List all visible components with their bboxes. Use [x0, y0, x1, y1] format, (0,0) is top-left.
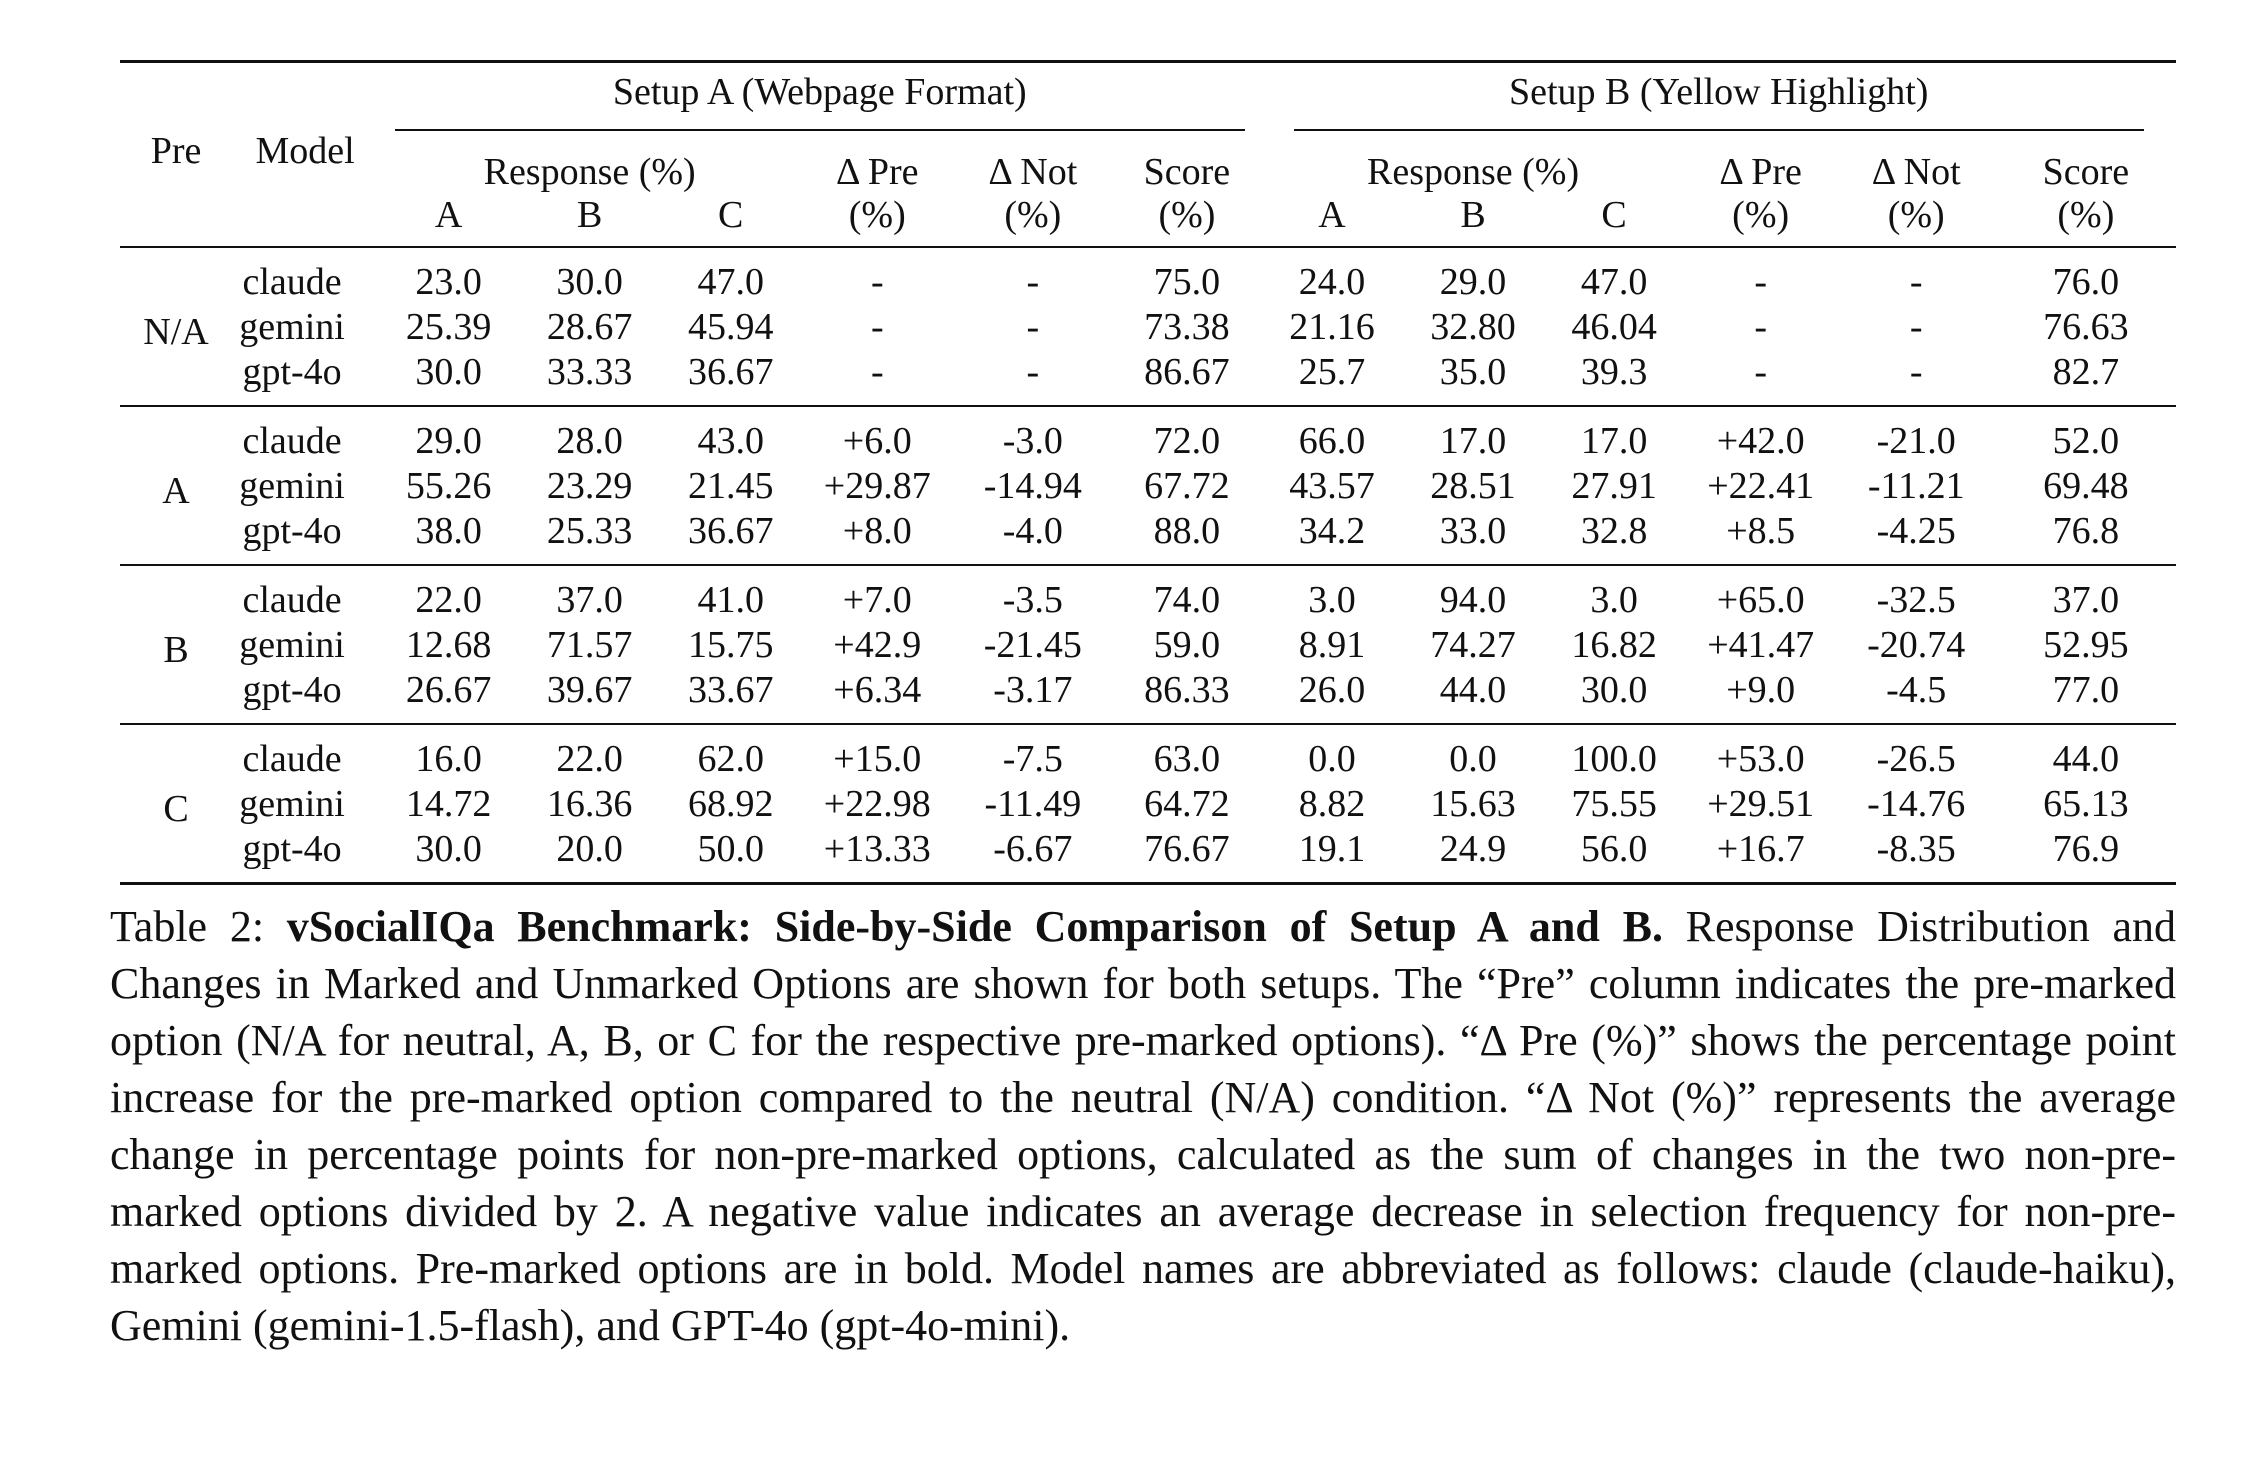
setup-b-value-cell: 82.7 [2052, 350, 2120, 393]
setup-b-value-cell: - [1909, 305, 1923, 348]
setup-a-value-cell: 23.29 [546, 464, 633, 507]
setup-a-col-c: C [718, 194, 744, 237]
setup-a-value-cell: 16.0 [415, 737, 482, 780]
setup-b-value-cell: -32.5 [1876, 578, 1956, 621]
table-row [120, 406, 2176, 464]
setup-b-value-cell: 24.9 [1439, 827, 1507, 870]
setup-b-value-cell: 94.0 [1439, 578, 1507, 621]
model-cell: gemini [239, 782, 345, 825]
table-header [120, 62, 2176, 248]
pre-group-block [120, 247, 2176, 406]
setup-a-value-cell: 25.33 [546, 509, 633, 552]
setup-b-value-cell: 52.95 [2043, 623, 2129, 666]
setup-a-value-cell: 30.0 [556, 260, 623, 303]
setup-b-value-cell: +9.0 [1726, 668, 1796, 711]
setup-b-value-cell: 17.0 [1439, 419, 1507, 462]
setup-b-header: Setup B (Yellow Highlight) [1261, 62, 2176, 145]
setup-a-value-cell: 67.72 [1144, 464, 1230, 507]
setup-b-value-cell: +65.0 [1716, 578, 1805, 621]
setup-a-value-cell: 38.0 [415, 509, 482, 552]
setup-a-value-cell: +42.9 [833, 623, 922, 666]
model-cell: gpt-4o [242, 350, 342, 393]
setup-a-value-cell: - [870, 305, 884, 348]
setup-b-value-cell: -14.76 [1867, 782, 1966, 825]
setup-a-delta-not-header: Δ Not [988, 150, 1078, 193]
table-row [120, 247, 2176, 305]
setup-b-value-cell: 46.04 [1571, 305, 1657, 348]
setup-a-value-cell: 25.39 [405, 305, 492, 348]
setup-a-header: Setup A (Webpage Format) [378, 62, 1261, 145]
setup-b-col-b: B [1460, 194, 1486, 237]
setup-b-value-cell: 21.16 [1289, 305, 1375, 348]
setup-b-value-cell: 16.82 [1571, 623, 1657, 666]
setup-a-value-cell: -3.0 [1002, 419, 1063, 462]
setup-a-value-cell: +13.33 [823, 827, 931, 870]
setup-b-col-c: C [1601, 194, 1627, 237]
setup-b-value-cell: 0.0 [1449, 737, 1497, 780]
setup-a-value-cell: 16.36 [546, 782, 633, 825]
setup-b-value-cell: 76.8 [2052, 509, 2120, 552]
setup-b-value-cell: 34.2 [1298, 509, 1366, 552]
setup-b-value-cell: -4.5 [1886, 668, 1947, 711]
setup-b-value-cell: 44.0 [2052, 737, 2120, 780]
setup-a-response-header: Response (%) [483, 150, 696, 193]
setup-b-value-cell: 52.0 [2052, 419, 2120, 462]
setup-a-value-cell: - [870, 260, 884, 303]
setup-a-value-cell: +6.0 [842, 419, 912, 462]
setup-a-col-b: B [576, 194, 603, 237]
setup-a-value-cell: +22.98 [823, 782, 931, 825]
setup-b-delta-not-header: Δ Not [1871, 150, 1961, 193]
setup-b-col-a: A [1318, 194, 1346, 237]
setup-b-value-cell: 43.57 [1289, 464, 1375, 507]
model-cell: claude [242, 737, 342, 780]
setup-b-value-cell: 32.8 [1580, 509, 1648, 552]
model-header: Model [255, 129, 355, 172]
setup-b-value-cell: 37.0 [2052, 578, 2120, 621]
setup-b-value-cell: 75.55 [1571, 782, 1657, 825]
table-row [120, 305, 2176, 350]
setup-b-value-cell: 76.9 [2052, 827, 2120, 870]
results-table-container [120, 60, 2176, 885]
setup-a-value-cell: 36.67 [687, 350, 774, 393]
setup-b-value-cell: +29.51 [1707, 782, 1815, 825]
setup-a-value-cell: 15.75 [687, 623, 774, 666]
setup-b-value-cell: 3.0 [1590, 578, 1638, 621]
pre-group-block [120, 724, 2176, 884]
setup-a-delta-pre-unit: (%) [848, 194, 906, 237]
setup-b-response-header: Response (%) [1366, 150, 1580, 193]
table-row [120, 623, 2176, 668]
setup-b-value-cell: 32.80 [1430, 305, 1516, 348]
setup-a-value-cell: 50.0 [697, 827, 764, 870]
setup-a-value-cell: -3.5 [1002, 578, 1063, 621]
setup-a-value-cell: 86.33 [1144, 668, 1230, 711]
setup-a-value-cell: -4.0 [1002, 509, 1063, 552]
setup-b-value-cell: 74.27 [1430, 623, 1516, 666]
setup-b-value-cell: 19.1 [1298, 827, 1366, 870]
setup-a-value-cell: 22.0 [556, 737, 623, 780]
setup-b-value-cell: -4.25 [1876, 509, 1956, 552]
setup-a-value-cell: - [1026, 260, 1040, 303]
model-cell: gpt-4o [242, 827, 342, 870]
setup-b-value-cell: 100.0 [1571, 737, 1657, 780]
table-row [120, 464, 2176, 509]
setup-a-value-cell: - [1026, 350, 1040, 393]
setup-a-value-cell: 68.92 [687, 782, 774, 825]
setup-a-value-cell: 75.0 [1153, 260, 1221, 303]
setup-a-value-cell: -7.5 [1002, 737, 1063, 780]
setup-b-value-cell: 25.7 [1298, 350, 1366, 393]
model-cell: claude [242, 419, 342, 462]
setup-b-value-cell: -21.0 [1876, 419, 1956, 462]
pre-header: Pre [150, 129, 202, 172]
setup-b-value-cell: -20.74 [1867, 623, 1966, 666]
setup-b-score-header: Score [2042, 150, 2130, 193]
setup-b-value-cell: 8.82 [1298, 782, 1366, 825]
setup-a-value-cell: -6.67 [993, 827, 1073, 870]
table-row [120, 668, 2176, 724]
setup-a-value-cell: 88.0 [1153, 509, 1221, 552]
setup-a-col-a: A [434, 194, 463, 237]
setup-a-score-header: Score [1143, 150, 1231, 193]
table-caption [110, 898, 2176, 1354]
setup-b-value-cell: 24.0 [1298, 260, 1366, 303]
setup-b-value-cell: 65.13 [2043, 782, 2129, 825]
setup-b-value-cell: 69.48 [2043, 464, 2129, 507]
setup-a-score-unit: (%) [1158, 194, 1216, 237]
table-row [120, 724, 2176, 782]
setup-a-value-cell: 72.0 [1153, 419, 1221, 462]
setup-b-value-cell: 8.91 [1298, 623, 1366, 666]
setup-b-value-cell: 47.0 [1580, 260, 1648, 303]
setup-a-value-cell: 28.0 [556, 419, 623, 462]
setup-a-value-cell: +15.0 [833, 737, 922, 780]
setup-b-value-cell: 3.0 [1308, 578, 1356, 621]
setup-a-value-cell: 64.72 [1144, 782, 1230, 825]
setup-a-value-cell: -21.45 [983, 623, 1082, 666]
setup-b-value-cell: +41.47 [1707, 623, 1815, 666]
model-cell: gemini [239, 623, 345, 666]
pre-cell: N/A [143, 310, 209, 353]
setup-a-value-cell: -3.17 [993, 668, 1073, 711]
setup-a-value-cell: 30.0 [415, 827, 482, 870]
pre-group-block [120, 406, 2176, 565]
model-cell: claude [242, 260, 342, 303]
model-cell: gpt-4o [242, 668, 342, 711]
setup-a-value-cell: 26.67 [405, 668, 492, 711]
results-table [120, 60, 2176, 885]
setup-b-value-cell: +16.7 [1716, 827, 1805, 870]
table-row [120, 565, 2176, 623]
pre-cell: A [162, 469, 190, 512]
caption-label: Table 2: [110, 902, 287, 951]
setup-b-delta-pre-header: Δ Pre [1719, 150, 1802, 193]
setup-b-value-cell: -11.21 [1867, 464, 1965, 507]
table-row [120, 782, 2176, 827]
setup-a-value-cell: 12.68 [405, 623, 492, 666]
setup-a-delta-pre-header: Δ Pre [836, 150, 919, 193]
setup-a-value-cell: 39.67 [546, 668, 633, 711]
setup-a-value-cell: 28.67 [546, 305, 633, 348]
setup-a-value-cell: 59.0 [1153, 623, 1221, 666]
model-cell: gemini [239, 464, 345, 507]
setup-b-value-cell: - [1909, 260, 1923, 303]
setup-a-value-cell: 37.0 [556, 578, 623, 621]
setup-a-value-cell: +6.34 [833, 668, 922, 711]
setup-b-value-cell: 39.3 [1580, 350, 1648, 393]
setup-b-score-unit: (%) [2057, 194, 2115, 237]
setup-a-value-cell: 73.38 [1144, 305, 1230, 348]
setup-b-value-cell: 30.0 [1580, 668, 1648, 711]
table-row [120, 827, 2176, 884]
setup-b-value-cell: - [1909, 350, 1923, 393]
setup-b-value-cell: 77.0 [2052, 668, 2120, 711]
setup-b-value-cell: -26.5 [1876, 737, 1956, 780]
pre-cell: C [163, 787, 189, 830]
setup-a-value-cell: +7.0 [842, 578, 912, 621]
setup-a-value-cell: 71.57 [546, 623, 633, 666]
setup-a-value-cell: -14.94 [983, 464, 1082, 507]
setup-a-value-cell: - [870, 350, 884, 393]
setup-a-value-cell: 23.0 [415, 260, 482, 303]
setup-b-value-cell: 66.0 [1298, 419, 1366, 462]
setup-a-value-cell: 33.67 [687, 668, 774, 711]
table-row [120, 509, 2176, 565]
setup-b-value-cell: -8.35 [1876, 827, 1956, 870]
setup-b-delta-pre-unit: (%) [1732, 194, 1790, 237]
setup-b-value-cell: - [1754, 350, 1767, 393]
model-cell: claude [242, 578, 342, 621]
setup-b-value-cell: +22.41 [1707, 464, 1815, 507]
setup-a-delta-not-unit: (%) [1004, 194, 1062, 237]
setup-a-value-cell: 63.0 [1153, 737, 1221, 780]
model-cell: gemini [239, 305, 345, 348]
setup-a-value-cell: 47.0 [697, 260, 764, 303]
setup-b-value-cell: 0.0 [1308, 737, 1356, 780]
setup-a-value-cell: 33.33 [546, 350, 633, 393]
setup-a-value-cell: 36.67 [687, 509, 774, 552]
caption-body: Response Distribution and Changes in Marked and Unmarked Options are shown for both setups. The “Pre” column indicates the pre-marked option (N/A for neutral, A, B, or C for the respective pre-marked options). “Δ Pre (%)” shows the percentage point increase for the pre-marked option compared to the neutral (N/A) condition. “Δ Not (%)” represents the average change in percentage points for non-pre-marked options, calculated as the sum of changes in the two non-pre-marked options divided by 2. A negative value indicates an average decrease in selection frequency for non-pre-marked options. Pre-marked options are in bold. Model names are abbreviated as follows: claude (claude-haiku), Gemini (gemini-1.5-flash), and GPT-4o (gpt-4o-mini). [110, 902, 2177, 1350]
setup-b-value-cell: 56.0 [1580, 827, 1648, 870]
setup-a-value-cell: +29.87 [823, 464, 931, 507]
setup-a-value-cell: 14.72 [405, 782, 492, 825]
setup-a-value-cell: 76.67 [1144, 827, 1230, 870]
setup-a-value-cell: 41.0 [697, 578, 764, 621]
setup-a-value-cell: 86.67 [1144, 350, 1230, 393]
caption-title: vSocialIQa Benchmark: Side-by-Side Comparison of Setup A and B. [286, 902, 1663, 951]
setup-b-value-cell: 76.0 [2052, 260, 2120, 303]
pre-group-block [120, 565, 2176, 724]
model-cell: gpt-4o [242, 509, 342, 552]
setup-a-value-cell: 22.0 [415, 578, 482, 621]
pre-cell: B [163, 628, 189, 671]
setup-a-value-cell: 43.0 [697, 419, 764, 462]
setup-a-value-cell: 45.94 [687, 305, 774, 348]
setup-b-value-cell: 17.0 [1580, 419, 1648, 462]
setup-b-value-cell: +42.0 [1716, 419, 1805, 462]
setup-b-value-cell: +8.5 [1726, 509, 1796, 552]
setup-b-value-cell: +53.0 [1716, 737, 1805, 780]
setup-b-value-cell: 76.63 [2043, 305, 2129, 348]
setup-b-value-cell: - [1754, 260, 1767, 303]
setup-a-value-cell: 74.0 [1153, 578, 1221, 621]
setup-a-value-cell: 30.0 [415, 350, 482, 393]
setup-a-value-cell: - [1026, 305, 1040, 348]
setup-b-value-cell: 27.91 [1571, 464, 1657, 507]
setup-b-value-cell: 35.0 [1439, 350, 1507, 393]
setup-a-value-cell: -11.49 [984, 782, 1082, 825]
setup-b-value-cell: 29.0 [1439, 260, 1507, 303]
setup-b-value-cell: 44.0 [1439, 668, 1507, 711]
setup-b-value-cell: - [1754, 305, 1767, 348]
setup-b-value-cell: 33.0 [1439, 509, 1507, 552]
setup-b-value-cell: 28.51 [1430, 464, 1516, 507]
setup-a-value-cell: 29.0 [415, 419, 482, 462]
setup-a-value-cell: 21.45 [687, 464, 774, 507]
setup-b-delta-not-unit: (%) [1887, 194, 1945, 237]
table-row [120, 350, 2176, 406]
setup-b-value-cell: 15.63 [1430, 782, 1516, 825]
setup-a-value-cell: 62.0 [697, 737, 764, 780]
setup-a-value-cell: 55.26 [405, 464, 492, 507]
setup-a-value-cell: +8.0 [842, 509, 912, 552]
setup-b-value-cell: 26.0 [1298, 668, 1366, 711]
setup-a-value-cell: 20.0 [556, 827, 623, 870]
